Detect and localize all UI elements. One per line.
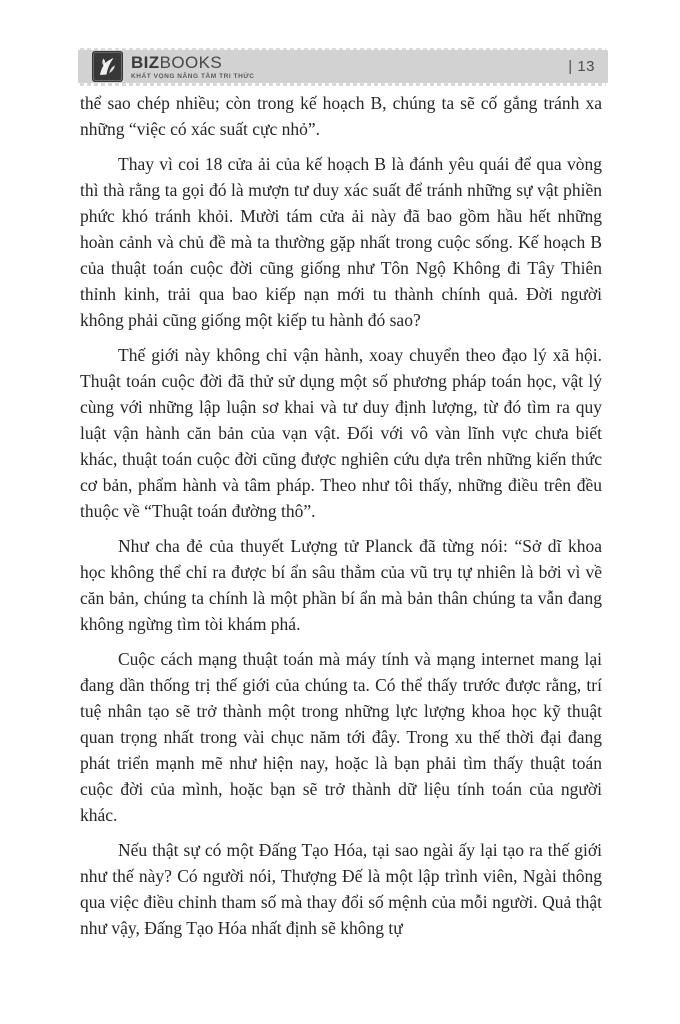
body-paragraph: Cuộc cách mạng thuật toán mà máy tính và mạng internet mang lại đang dần thống trị thế giới của chúng ta. Có thể thấy trước được rằng, trí tuệ nhân tạo sẽ trở thành một trong những lực lượng khoa học kỹ thuật quan trọng nhất trong vài chục năm tới đây. Trong xu thế thời đại đang phát triển mạnh mẽ như hiện nay, hoặc là bạn phải tìm thấy thuật toán cuộc đời của mình, hoặc bạn sẽ trở thành dữ liệu tính toán của người khác. — [80, 649, 602, 825]
brand-tagline: KHÁT VỌNG NÂNG TẦM TRI THỨC — [131, 72, 255, 80]
body-paragraph: thể sao chép nhiều; còn trong kế hoạch B, chúng ta sẽ cố gắng tránh xa những “việc có xác suất cực nhỏ”. — [80, 93, 602, 139]
brand-name-books: BOOKS — [159, 52, 223, 72]
brand-name — [131, 54, 255, 71]
body-paragraph: Như cha đẻ của thuyết Lượng tử Planck đã từng nói: “Sở dĩ khoa học không thể chỉ ra được bí ẩn sâu thẳm của vũ trụ tự nhiên là bởi vì về căn bản, chúng ta chính là một phần bí ẩn mà bản thân chúng ta vẫn đang không ngừng tìm tòi khám phá. — [80, 536, 602, 634]
page-body-text — [80, 90, 602, 950]
body-paragraph: Thay vì coi 18 cửa ải của kế hoạch B là đánh yêu quái để qua vòng thì thà rằng ta gọi đó là mượn tư duy xác suất để tránh những sự vật phiền phức khó tránh khỏi. Mười tám cửa ải này đã bao gồm hầu hết những hoàn cảnh và chủ đề mà ta thường gặp nhất trong cuộc sống. Kế hoạch B của thuật toán cuộc đời cũng giống như Tôn Ngộ Không đi Tây Thiên thỉnh kinh, trải qua bao kiếp nạn mới tu thành chính quả. Đời người không phải cũng giống một kiếp tu hành đó sao? — [80, 154, 602, 330]
bizbooks-logo-icon — [92, 51, 123, 82]
body-paragraph: Nếu thật sự có một Đấng Tạo Hóa, tại sao ngài ấy lại tạo ra thế giới như thế này? Có người nói, Thượng Đế là một lập trình viên, Ngài thông qua việc điều chỉnh tham số mà thay đổi số mệnh của mỗi người. Quả thật như vậy, Đấng Tạo Hóa nhất định sẽ không tự — [80, 840, 602, 938]
page-number: | 13 — [568, 58, 595, 75]
body-paragraph: Thế giới này không chỉ vận hành, xoay chuyển theo đạo lý xã hội. Thuật toán cuộc đời đã thử sử dụng một số phương pháp toán học, vật lý cùng với những lập luận sơ khai và tư duy định lượng, từ đó tìm ra quy luật vận hành căn bản của vạn vật. Đối với vô vàn lĩnh vực chưa biết khác, thuật toán cuộc đời cũng được nghiên cứu dựa trên những kiến thức cơ bản, phẩm hành và tâm pháp. Theo như tôi thấy, những điều trên đều thuộc về “Thuật toán đường thô”. — [80, 345, 602, 521]
header-bar — [78, 50, 608, 83]
brand-block — [131, 54, 255, 80]
bizbooks-logo — [78, 51, 255, 82]
brand-name-biz: BIZ — [131, 52, 160, 72]
